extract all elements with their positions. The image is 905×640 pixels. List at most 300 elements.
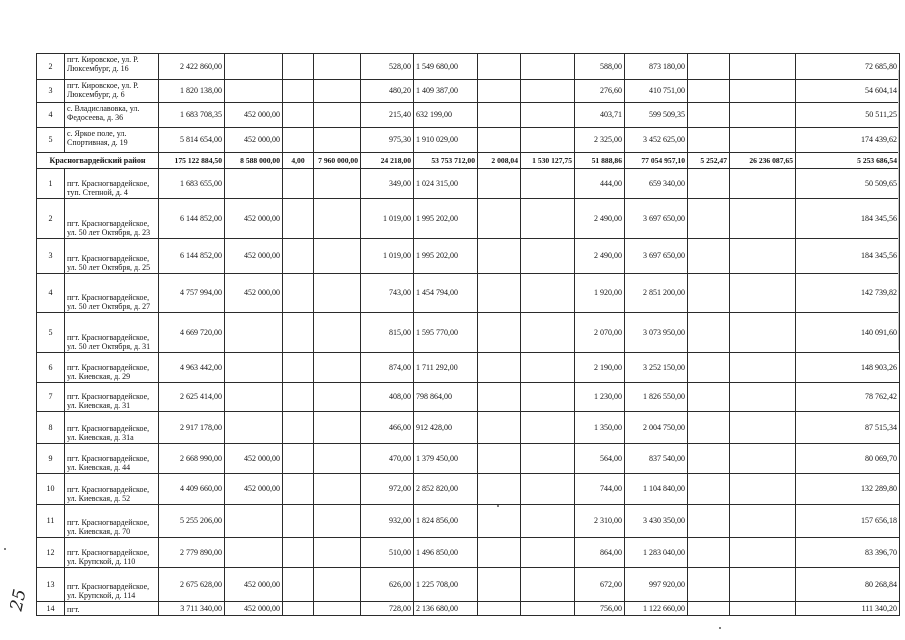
row-number: 7 — [37, 383, 65, 412]
address-cell: пгт. Красногвардейское, ул. Крупской, д. 110 — [65, 538, 159, 568]
address-cell: с. Владиславовка, ул. Федосеева, д. 36 — [65, 103, 159, 128]
value-cell-c3 — [283, 353, 314, 383]
value-cell-c5: 932,00 — [361, 505, 414, 538]
value-cell-c2: 452 000,00 — [225, 128, 283, 153]
value-cell-c4 — [314, 169, 361, 199]
value-cell-c3 — [283, 313, 314, 353]
value-cell-c1: 6 144 852,00 — [159, 239, 225, 274]
value-cell-c6: 798 864,00 — [414, 383, 478, 412]
value-cell-c4 — [314, 505, 361, 538]
row-number: 9 — [37, 444, 65, 474]
value-cell-c5: 1 019,00 — [361, 199, 414, 239]
value-cell-c9: 1 350,00 — [575, 412, 625, 444]
address-cell: пгт. Красногвардейское, ул. Киевская, д. 31а — [65, 412, 159, 444]
value-cell-c13: 174 439,62 — [796, 128, 900, 153]
value-cell-c13: 83 396,70 — [796, 538, 900, 568]
table-row — [37, 353, 900, 383]
value-cell-c11 — [688, 353, 730, 383]
value-cell-c3 — [283, 383, 314, 412]
table-row — [37, 538, 900, 568]
value-cell-c12 — [730, 505, 796, 538]
value-cell-c3 — [283, 239, 314, 274]
value-cell-c4 — [314, 412, 361, 444]
value-cell-c13: 184 345,56 — [796, 239, 900, 274]
district-total-c13: 5 253 686,54 — [796, 153, 900, 169]
value-cell-c7 — [478, 538, 521, 568]
value-cell-c11 — [688, 412, 730, 444]
address-cell: пгт. Красногвардейское, ул. 50 лет Октября, д. 31 — [65, 313, 159, 353]
value-cell-c13: 78 762,42 — [796, 383, 900, 412]
row-number: 8 — [37, 412, 65, 444]
handwritten-page-number — [7, 583, 42, 615]
value-cell-c3 — [283, 412, 314, 444]
value-cell-c4 — [314, 128, 361, 153]
value-cell-c8 — [521, 444, 575, 474]
value-cell-c8 — [521, 54, 575, 80]
value-cell-c3 — [283, 444, 314, 474]
address-cell: пгт. Красногвардейское, ул. Киевская, д. 29 — [65, 353, 159, 383]
page-edge-line — [898, 70, 899, 350]
row-number: 5 — [37, 128, 65, 153]
value-cell-c6: 912 428,00 — [414, 412, 478, 444]
value-cell-c12 — [730, 602, 796, 616]
value-cell-c6: 1 409 387,00 — [414, 80, 478, 103]
value-cell-c8 — [521, 538, 575, 568]
value-cell-c7 — [478, 313, 521, 353]
data-table — [36, 53, 900, 616]
table-row — [37, 444, 900, 474]
table-row — [37, 474, 900, 505]
value-cell-c13: 111 340,20 — [796, 602, 900, 616]
address-cell: пгт. Красногвардейское, туп. Степной, д. 4 — [65, 169, 159, 199]
value-cell-c1: 2 422 860,00 — [159, 54, 225, 80]
value-cell-c10: 1 122 660,00 — [625, 602, 688, 616]
row-number: 3 — [37, 239, 65, 274]
value-cell-c6: 1 910 029,00 — [414, 128, 478, 153]
value-cell-c5: 528,00 — [361, 54, 414, 80]
value-cell-c13: 80 268,84 — [796, 568, 900, 602]
value-cell-c1: 2 917 178,00 — [159, 412, 225, 444]
value-cell-c9: 2 490,00 — [575, 199, 625, 239]
value-cell-c5: 349,00 — [361, 169, 414, 199]
value-cell-c11 — [688, 80, 730, 103]
value-cell-c1: 1 683 655,00 — [159, 169, 225, 199]
district-total-c3: 4,00 — [283, 153, 314, 169]
value-cell-c9: 2 325,00 — [575, 128, 625, 153]
table-row — [37, 103, 900, 128]
value-cell-c11 — [688, 199, 730, 239]
value-cell-c10: 873 180,00 — [625, 54, 688, 80]
value-cell-c7 — [478, 444, 521, 474]
value-cell-c13: 50 509,65 — [796, 169, 900, 199]
district-total-c12: 26 236 087,65 — [730, 153, 796, 169]
value-cell-c10: 2 004 750,00 — [625, 412, 688, 444]
value-cell-c1: 4 669 720,00 — [159, 313, 225, 353]
table-row — [37, 602, 900, 616]
row-number: 4 — [37, 103, 65, 128]
row-number: 12 — [37, 538, 65, 568]
value-cell-c8 — [521, 568, 575, 602]
value-cell-c10: 599 509,35 — [625, 103, 688, 128]
value-cell-c10: 659 340,00 — [625, 169, 688, 199]
value-cell-c7 — [478, 274, 521, 313]
value-cell-c10: 1 826 550,00 — [625, 383, 688, 412]
value-cell-c9: 2 310,00 — [575, 505, 625, 538]
value-cell-c2: 452 000,00 — [225, 474, 283, 505]
value-cell-c8 — [521, 128, 575, 153]
value-cell-c5: 728,00 — [361, 602, 414, 616]
table-row — [37, 239, 900, 274]
value-cell-c3 — [283, 128, 314, 153]
value-cell-c3 — [283, 169, 314, 199]
value-cell-c6: 1 225 708,00 — [414, 568, 478, 602]
value-cell-c10: 997 920,00 — [625, 568, 688, 602]
value-cell-c9: 756,00 — [575, 602, 625, 616]
value-cell-c12 — [730, 383, 796, 412]
value-cell-c5: 466,00 — [361, 412, 414, 444]
address-cell: пгт. Кировское, ул. Р. Люксембург, д. 16 — [65, 54, 159, 80]
table-row — [37, 128, 900, 153]
value-cell-c13: 72 685,80 — [796, 54, 900, 80]
value-cell-c2 — [225, 353, 283, 383]
value-cell-c2 — [225, 169, 283, 199]
district-total-c5: 24 218,00 — [361, 153, 414, 169]
value-cell-c3 — [283, 538, 314, 568]
district-total-c10: 77 054 957,10 — [625, 153, 688, 169]
value-cell-c3 — [283, 568, 314, 602]
row-number: 2 — [37, 199, 65, 239]
address-cell: пгт. Красногвардейское, ул. 50 лет Октября, д. 27 — [65, 274, 159, 313]
value-cell-c5: 975,30 — [361, 128, 414, 153]
district-total-c4: 7 960 000,00 — [314, 153, 361, 169]
value-cell-c6: 1 711 292,00 — [414, 353, 478, 383]
value-cell-c6: 1 024 315,00 — [414, 169, 478, 199]
value-cell-c7 — [478, 169, 521, 199]
value-cell-c3 — [283, 274, 314, 313]
value-cell-c11 — [688, 505, 730, 538]
value-cell-c8 — [521, 199, 575, 239]
value-cell-c8 — [521, 313, 575, 353]
table-row — [37, 54, 900, 80]
value-cell-c3 — [283, 54, 314, 80]
value-cell-c12 — [730, 313, 796, 353]
value-cell-c3 — [283, 199, 314, 239]
value-cell-c11 — [688, 444, 730, 474]
value-cell-c4 — [314, 538, 361, 568]
value-cell-c12 — [730, 444, 796, 474]
value-cell-c7 — [478, 128, 521, 153]
value-cell-c12 — [730, 239, 796, 274]
value-cell-c10: 3 073 950,00 — [625, 313, 688, 353]
table-body — [37, 54, 900, 616]
value-cell-c10: 3 252 150,00 — [625, 353, 688, 383]
address-cell: пгт. Красногвардейское, ул. 50 лет Октября, д. 23 — [65, 199, 159, 239]
value-cell-c11 — [688, 602, 730, 616]
value-cell-c10: 410 751,00 — [625, 80, 688, 103]
value-cell-c8 — [521, 353, 575, 383]
value-cell-c6: 1 995 202,00 — [414, 199, 478, 239]
value-cell-c10: 3 697 650,00 — [625, 199, 688, 239]
row-number: 2 — [37, 54, 65, 80]
value-cell-c6: 1 549 680,00 — [414, 54, 478, 80]
value-cell-c11 — [688, 313, 730, 353]
value-cell-c9: 2 070,00 — [575, 313, 625, 353]
value-cell-c4 — [314, 602, 361, 616]
value-cell-c7 — [478, 568, 521, 602]
row-number: 13 — [37, 568, 65, 602]
value-cell-c11 — [688, 538, 730, 568]
value-cell-c5: 215,40 — [361, 103, 414, 128]
value-cell-c11 — [688, 568, 730, 602]
value-cell-c10: 3 430 350,00 — [625, 505, 688, 538]
value-cell-c13: 148 903,26 — [796, 353, 900, 383]
table-row — [37, 383, 900, 412]
value-cell-c1: 5 814 654,00 — [159, 128, 225, 153]
value-cell-c1: 4 757 994,00 — [159, 274, 225, 313]
value-cell-c3 — [283, 505, 314, 538]
district-total-c11: 5 252,47 — [688, 153, 730, 169]
value-cell-c13: 142 739,82 — [796, 274, 900, 313]
scan-speck — [719, 627, 721, 629]
district-total-c7: 2 008,04 — [478, 153, 521, 169]
value-cell-c9: 403,71 — [575, 103, 625, 128]
value-cell-c2: 452 000,00 — [225, 602, 283, 616]
value-cell-c13: 50 511,25 — [796, 103, 900, 128]
table-row — [37, 568, 900, 602]
value-cell-c9: 672,00 — [575, 568, 625, 602]
value-cell-c4 — [314, 568, 361, 602]
value-cell-c1: 1 683 708,35 — [159, 103, 225, 128]
value-cell-c5: 1 019,00 — [361, 239, 414, 274]
value-cell-c12 — [730, 353, 796, 383]
address-cell: пгт. Красногвардейское, ул. Киевская, д. 52 — [65, 474, 159, 505]
table-row — [37, 505, 900, 538]
value-cell-c1: 3 711 340,00 — [159, 602, 225, 616]
value-cell-c2 — [225, 80, 283, 103]
value-cell-c13: 87 515,34 — [796, 412, 900, 444]
value-cell-c1: 1 820 138,00 — [159, 80, 225, 103]
value-cell-c4 — [314, 383, 361, 412]
value-cell-c8 — [521, 412, 575, 444]
row-number: 5 — [37, 313, 65, 353]
value-cell-c12 — [730, 199, 796, 239]
value-cell-c5: 480,20 — [361, 80, 414, 103]
value-cell-c7 — [478, 199, 521, 239]
value-cell-c6: 632 199,00 — [414, 103, 478, 128]
value-cell-c11 — [688, 383, 730, 412]
value-cell-c12 — [730, 568, 796, 602]
value-cell-c4 — [314, 199, 361, 239]
value-cell-c6: 1 454 794,00 — [414, 274, 478, 313]
value-cell-c4 — [314, 274, 361, 313]
value-cell-c5: 815,00 — [361, 313, 414, 353]
value-cell-c10: 1 104 840,00 — [625, 474, 688, 505]
value-cell-c13: 54 604,14 — [796, 80, 900, 103]
value-cell-c5: 874,00 — [361, 353, 414, 383]
address-cell: пгт. Красногвардейское, ул. Киевская, д. 44 — [65, 444, 159, 474]
value-cell-c3 — [283, 103, 314, 128]
value-cell-c8 — [521, 505, 575, 538]
value-cell-c6: 1 824 856,00 — [414, 505, 478, 538]
value-cell-c11 — [688, 274, 730, 313]
district-name: Красногвардейский район — [37, 153, 159, 169]
scan-speck — [497, 505, 499, 507]
value-cell-c1: 2 625 414,00 — [159, 383, 225, 412]
value-cell-c11 — [688, 474, 730, 505]
value-cell-c7 — [478, 54, 521, 80]
value-cell-c1: 4 963 442,00 — [159, 353, 225, 383]
value-cell-c7 — [478, 103, 521, 128]
value-cell-c2 — [225, 313, 283, 353]
value-cell-c13: 132 289,80 — [796, 474, 900, 505]
address-cell: пгт. — [65, 602, 159, 616]
value-cell-c1: 2 779 890,00 — [159, 538, 225, 568]
address-cell: пгт. Красногвардейское, ул. 50 лет Октября, д. 25 — [65, 239, 159, 274]
value-cell-c5: 510,00 — [361, 538, 414, 568]
row-number: 14 — [37, 602, 65, 616]
value-cell-c2: 452 000,00 — [225, 444, 283, 474]
value-cell-c8 — [521, 103, 575, 128]
value-cell-c13: 140 091,60 — [796, 313, 900, 353]
value-cell-c4 — [314, 239, 361, 274]
value-cell-c8 — [521, 383, 575, 412]
value-cell-c12 — [730, 169, 796, 199]
table-row — [37, 313, 900, 353]
value-cell-c4 — [314, 80, 361, 103]
value-cell-c3 — [283, 602, 314, 616]
scan-speck — [4, 548, 6, 550]
row-number: 6 — [37, 353, 65, 383]
address-cell: пгт. Кировское, ул. Р. Люксембург, д. 6 — [65, 80, 159, 103]
value-cell-c8 — [521, 239, 575, 274]
value-cell-c9: 444,00 — [575, 169, 625, 199]
value-cell-c2: 452 000,00 — [225, 274, 283, 313]
value-cell-c8 — [521, 602, 575, 616]
district-total-row — [37, 153, 900, 169]
value-cell-c9: 744,00 — [575, 474, 625, 505]
value-cell-c9: 564,00 — [575, 444, 625, 474]
value-cell-c4 — [314, 353, 361, 383]
value-cell-c8 — [521, 274, 575, 313]
value-cell-c9: 2 190,00 — [575, 353, 625, 383]
value-cell-c1: 4 409 660,00 — [159, 474, 225, 505]
value-cell-c12 — [730, 54, 796, 80]
value-cell-c9: 1 230,00 — [575, 383, 625, 412]
value-cell-c1: 2 675 628,00 — [159, 568, 225, 602]
value-cell-c11 — [688, 54, 730, 80]
value-cell-c6: 1 379 450,00 — [414, 444, 478, 474]
value-cell-c7 — [478, 474, 521, 505]
value-cell-c1: 5 255 206,00 — [159, 505, 225, 538]
district-total-c1: 175 122 884,50 — [159, 153, 225, 169]
value-cell-c2 — [225, 412, 283, 444]
value-cell-c2: 452 000,00 — [225, 103, 283, 128]
value-cell-c10: 3 697 650,00 — [625, 239, 688, 274]
value-cell-c13: 184 345,56 — [796, 199, 900, 239]
value-cell-c6: 1 995 202,00 — [414, 239, 478, 274]
value-cell-c2 — [225, 538, 283, 568]
value-cell-c2: 452 000,00 — [225, 239, 283, 274]
value-cell-c7 — [478, 383, 521, 412]
value-cell-c10: 1 283 040,00 — [625, 538, 688, 568]
row-number: 10 — [37, 474, 65, 505]
value-cell-c2 — [225, 54, 283, 80]
value-cell-c6: 1 496 850,00 — [414, 538, 478, 568]
value-cell-c5: 972,00 — [361, 474, 414, 505]
value-cell-c10: 2 851 200,00 — [625, 274, 688, 313]
value-cell-c5: 743,00 — [361, 274, 414, 313]
value-cell-c3 — [283, 80, 314, 103]
value-cell-c5: 408,00 — [361, 383, 414, 412]
value-cell-c12 — [730, 412, 796, 444]
value-cell-c6: 2 136 680,00 — [414, 602, 478, 616]
value-cell-c6: 1 595 770,00 — [414, 313, 478, 353]
table-row — [37, 199, 900, 239]
value-cell-c11 — [688, 239, 730, 274]
value-cell-c9: 864,00 — [575, 538, 625, 568]
table-row — [37, 412, 900, 444]
district-total-c2: 8 588 000,00 — [225, 153, 283, 169]
value-cell-c10: 837 540,00 — [625, 444, 688, 474]
value-cell-c12 — [730, 538, 796, 568]
value-cell-c6: 2 852 820,00 — [414, 474, 478, 505]
value-cell-c2: 452 000,00 — [225, 568, 283, 602]
value-cell-c12 — [730, 274, 796, 313]
table-row — [37, 80, 900, 103]
value-cell-c9: 276,60 — [575, 80, 625, 103]
address-cell: с. Яркое поле, ул. Спортивная, д. 19 — [65, 128, 159, 153]
value-cell-c5: 626,00 — [361, 568, 414, 602]
row-number: 11 — [37, 505, 65, 538]
value-cell-c4 — [314, 54, 361, 80]
value-cell-c8 — [521, 80, 575, 103]
value-cell-c8 — [521, 474, 575, 505]
district-total-c9: 51 888,86 — [575, 153, 625, 169]
value-cell-c13: 157 656,18 — [796, 505, 900, 538]
value-cell-c12 — [730, 128, 796, 153]
value-cell-c7 — [478, 239, 521, 274]
value-cell-c9: 588,00 — [575, 54, 625, 80]
row-number: 1 — [37, 169, 65, 199]
district-total-c8: 1 530 127,75 — [521, 153, 575, 169]
value-cell-c4 — [314, 444, 361, 474]
value-cell-c11 — [688, 169, 730, 199]
value-cell-c2 — [225, 505, 283, 538]
value-cell-c7 — [478, 602, 521, 616]
value-cell-c2 — [225, 383, 283, 412]
value-cell-c2: 452 000,00 — [225, 199, 283, 239]
page-number-text: 25 — [6, 587, 31, 613]
value-cell-c12 — [730, 474, 796, 505]
value-cell-c1: 2 668 990,00 — [159, 444, 225, 474]
value-cell-c3 — [283, 474, 314, 505]
row-number: 3 — [37, 80, 65, 103]
address-cell: пгт. Красногвардейское, ул. Крупской, д. 114 — [65, 568, 159, 602]
value-cell-c9: 1 920,00 — [575, 274, 625, 313]
table-row — [37, 274, 900, 313]
value-cell-c12 — [730, 103, 796, 128]
value-cell-c7 — [478, 80, 521, 103]
value-cell-c11 — [688, 103, 730, 128]
district-total-c6: 53 753 712,00 — [414, 153, 478, 169]
address-cell: пгт. Красногвардейское, ул. Киевская, д. 31 — [65, 383, 159, 412]
value-cell-c10: 3 452 625,00 — [625, 128, 688, 153]
value-cell-c12 — [730, 80, 796, 103]
value-cell-c4 — [314, 103, 361, 128]
value-cell-c7 — [478, 412, 521, 444]
value-cell-c8 — [521, 169, 575, 199]
row-number: 4 — [37, 274, 65, 313]
